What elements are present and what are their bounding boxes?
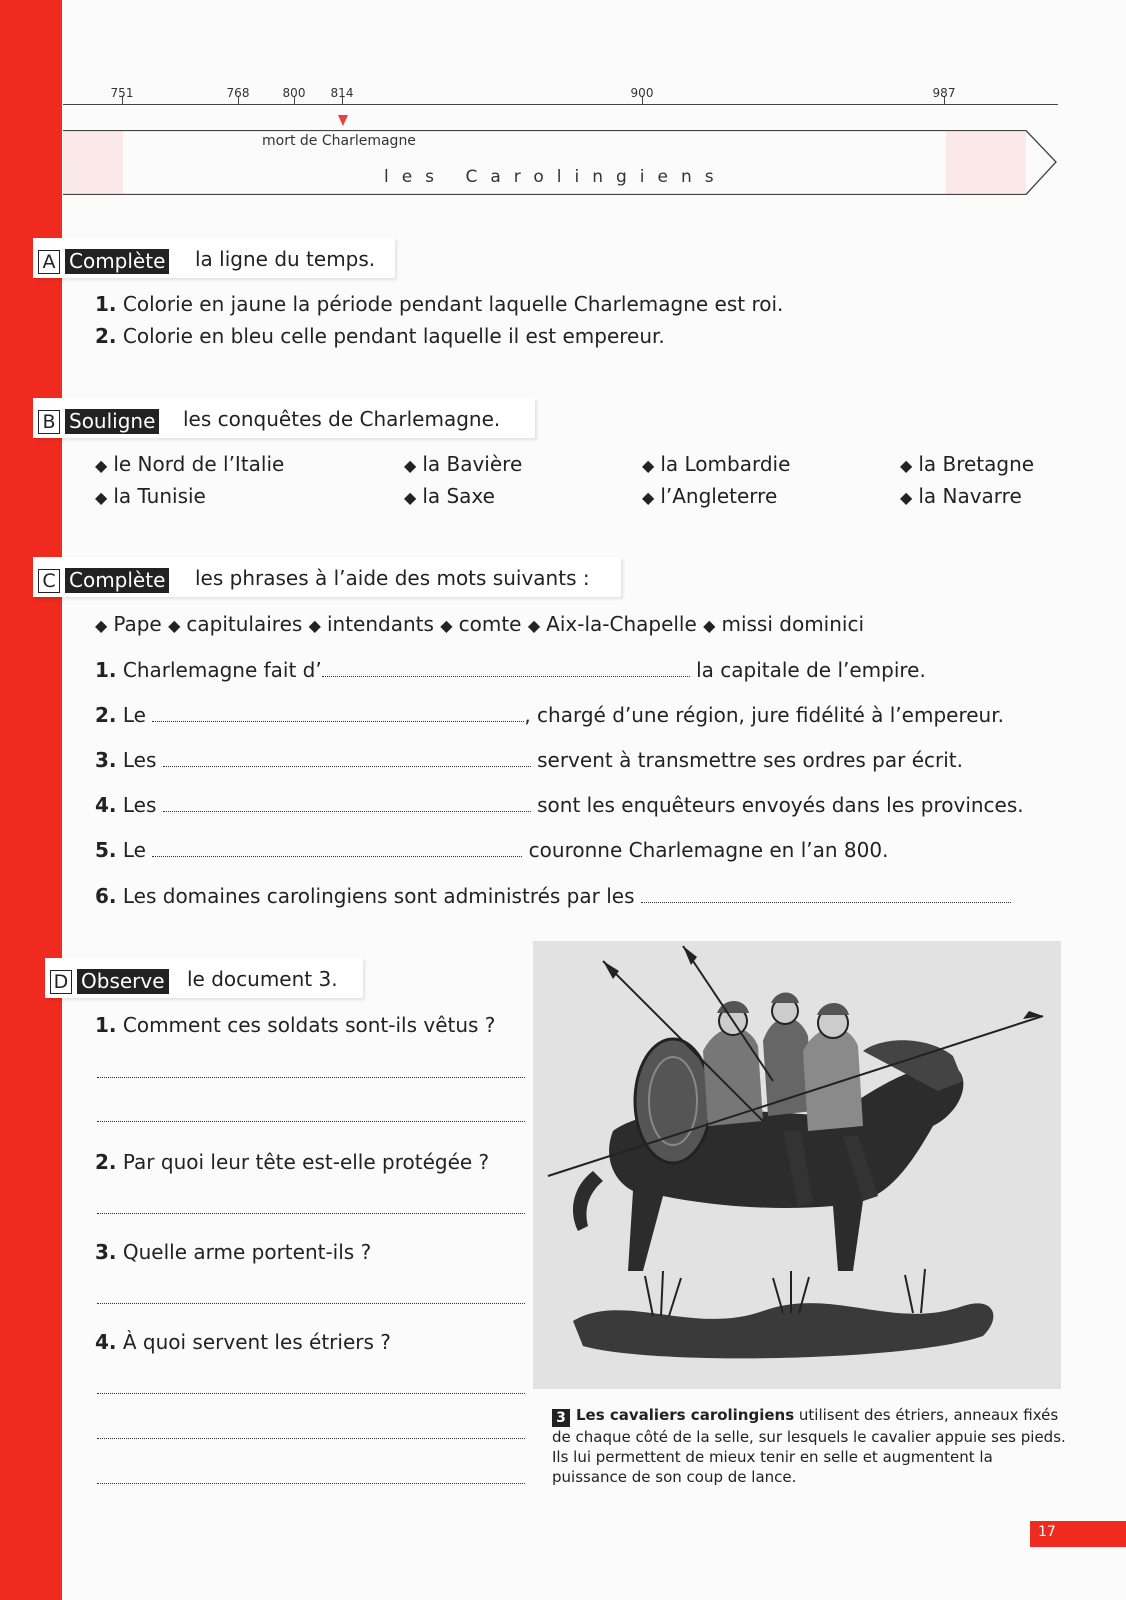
question: 1. Comment ces soldats sont-ils vêtus ? (95, 1013, 496, 1037)
diamond-icon: ◆ (404, 456, 417, 475)
timeline-year: 987 (932, 86, 956, 100)
section-instruction: les conquêtes de Charlemagne. (183, 407, 501, 431)
band-title: les Carolingiens (384, 167, 727, 187)
instruction-item: 2. Colorie en bleu celle pendant laquelle il est empereur. (95, 324, 665, 348)
answer-blank[interactable] (641, 901, 1011, 903)
question: 3. Quelle arme portent-ils ? (95, 1240, 372, 1264)
section-instruction: la ligne du temps. (195, 247, 376, 271)
answer-blank[interactable] (163, 765, 531, 767)
conquest-option[interactable]: ◆ la Bretagne (900, 452, 1035, 476)
fill-sentence: 3. Les servent à transmettre ses ordres par écrit. (95, 748, 963, 772)
conquest-option[interactable]: ◆ l’Angleterre (642, 484, 778, 508)
answer-blank[interactable] (163, 810, 531, 812)
diamond-icon: ◆ (440, 616, 453, 635)
section-a-header (33, 238, 395, 278)
answer-blank[interactable] (152, 855, 522, 857)
figure-caption: 3 Les cavaliers carolingiens utilisent des étriers, anneaux fixés de chaque côté de la selle, sur lesquels le cavalier appuie ses pieds. Ils lui permettent de mieux tenir en selle et augmentent la puissance de son coup de lance. (552, 1406, 1066, 1486)
answer-line[interactable] (97, 1212, 525, 1214)
diamond-icon: ◆ (642, 456, 655, 475)
section-letter: C (38, 569, 60, 593)
section-verb: Souligne (65, 409, 159, 434)
timeline-year: 814 (330, 86, 354, 100)
death-label: mort de Charlemagne (262, 133, 416, 149)
section-instruction: les phrases à l’aide des mots suivants : (195, 566, 590, 590)
section-verb: Complète (65, 249, 169, 274)
timeline-year: 768 (226, 86, 250, 100)
section-letter: D (50, 970, 72, 994)
answer-line[interactable] (97, 1482, 525, 1484)
answer-blank[interactable] (152, 720, 524, 722)
section-b-header (33, 398, 535, 438)
timeline-axis (63, 104, 1058, 105)
question: 2. Par quoi leur tête est-elle protégée ? (95, 1150, 490, 1174)
section-verb: Complète (65, 568, 169, 593)
answer-blank[interactable] (322, 675, 690, 677)
answer-line[interactable] (97, 1076, 525, 1078)
diamond-icon: ◆ (900, 488, 913, 507)
section-letter: A (38, 250, 60, 274)
carolingian-horsemen-illustration (533, 941, 1061, 1389)
page-number: 17 (1038, 1524, 1056, 1540)
diamond-icon: ◆ (95, 456, 108, 475)
answer-line[interactable] (97, 1437, 525, 1439)
conquest-option[interactable]: ◆ la Saxe (404, 484, 495, 508)
conquest-option[interactable]: ◆ la Bavière (404, 452, 523, 476)
word-bank: ◆ Pape ◆ capitulaires ◆ intendants ◆ comte ◆ Aix-la-Chapelle ◆ missi dominici (95, 612, 865, 636)
conquest-option[interactable]: ◆ le Nord de l’Italie (95, 452, 285, 476)
answer-line[interactable] (97, 1302, 525, 1304)
instruction-item: 1. Colorie en jaune la période pendant laquelle Charlemagne est roi. (95, 292, 784, 316)
diamond-icon: ◆ (527, 616, 541, 635)
fill-sentence: 6. Les domaines carolingiens sont administrés par les (95, 884, 1011, 908)
question: 4. À quoi servent les étriers ? (95, 1330, 391, 1354)
timeline-year: 800 (282, 86, 306, 100)
timeline-year: 900 (630, 86, 654, 100)
section-instruction: le document 3. (187, 967, 338, 991)
conquest-option[interactable]: ◆ la Navarre (900, 484, 1022, 508)
diamond-icon: ◆ (168, 616, 181, 635)
document-number-badge: 3 (552, 1409, 570, 1427)
fill-sentence: 2. Le , chargé d’une région, jure fidélité à l’empereur. (95, 703, 1004, 727)
fill-sentence: 4. Les sont les enquêteurs envoyés dans les provinces. (95, 793, 1024, 817)
answer-line[interactable] (97, 1392, 525, 1394)
diamond-icon: ◆ (308, 616, 321, 635)
diamond-icon: ◆ (404, 488, 417, 507)
death-marker-icon (338, 115, 348, 126)
diamond-icon: ◆ (95, 488, 108, 507)
section-d-header (45, 958, 363, 998)
section-letter: B (38, 410, 60, 434)
section-c-header (33, 557, 621, 597)
diamond-icon: ◆ (900, 456, 913, 475)
timeline-year: 751 (110, 86, 134, 100)
fill-sentence: 1. Charlemagne fait d’ la capitale de l’empire. (95, 658, 926, 682)
diamond-icon: ◆ (95, 616, 108, 635)
conquest-option[interactable]: ◆ la Tunisie (95, 484, 206, 508)
section-verb: Observe (77, 969, 169, 994)
answer-line[interactable] (97, 1120, 525, 1122)
diamond-icon: ◆ (642, 488, 655, 507)
conquest-option[interactable]: ◆ la Lombardie (642, 452, 791, 476)
fill-sentence: 5. Le couronne Charlemagne en l’an 800. (95, 838, 889, 862)
diamond-icon: ◆ (703, 616, 716, 635)
